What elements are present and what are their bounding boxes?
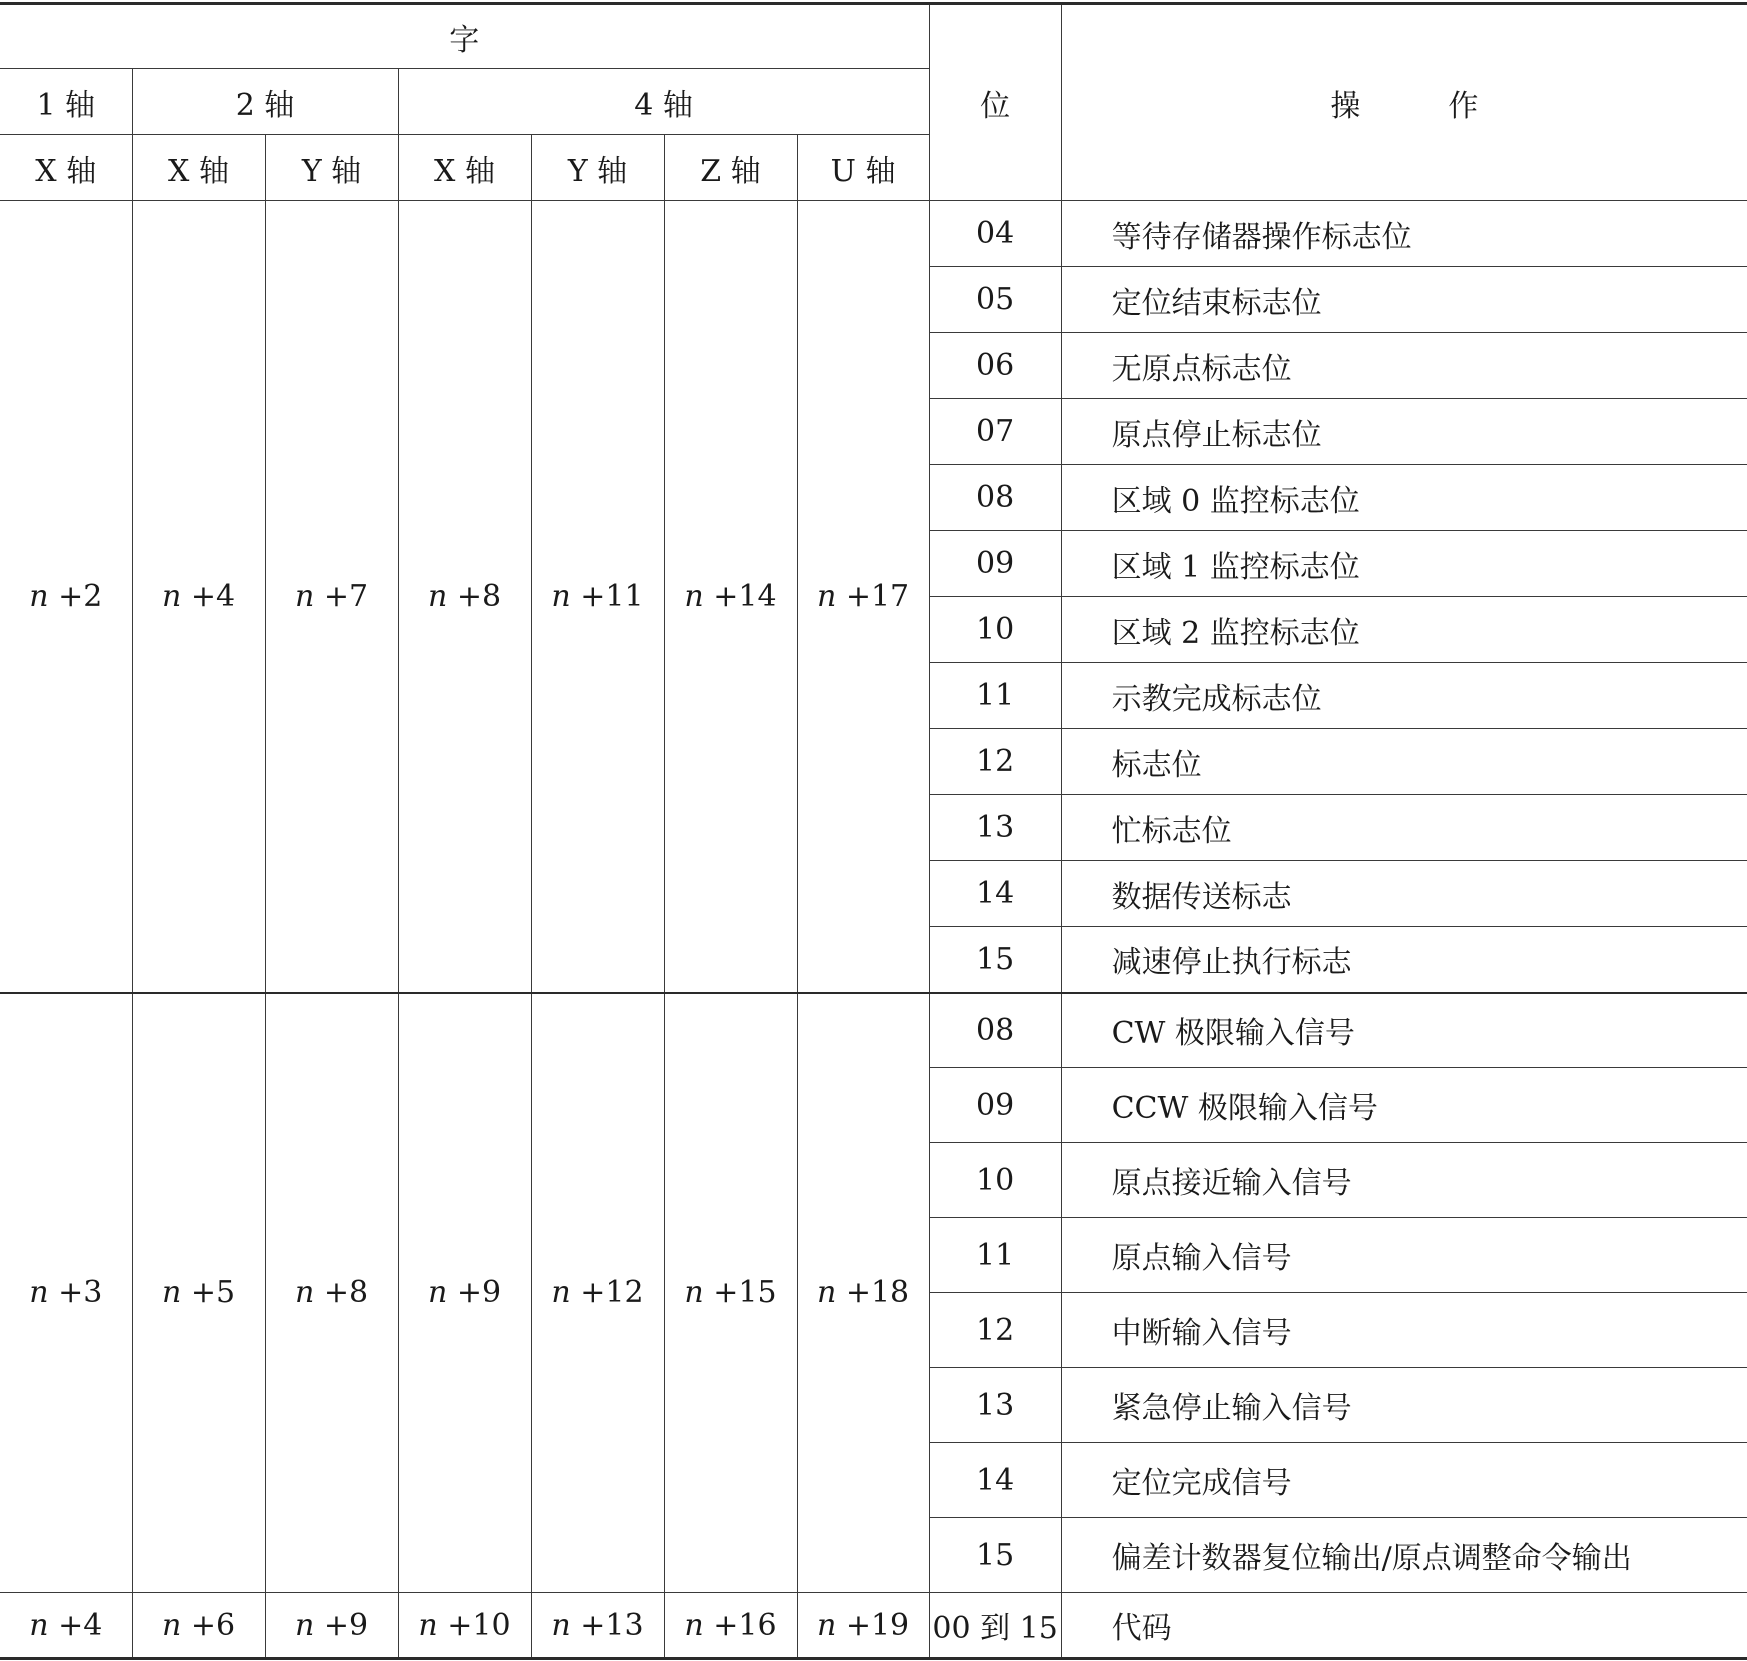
bit-cell: 11	[929, 663, 1061, 729]
word-cell: n +15	[664, 993, 797, 1593]
word-cell: n +8	[265, 993, 398, 1593]
bit-cell: 14	[929, 1443, 1061, 1518]
axis-label: X 轴	[0, 135, 132, 201]
axis-label: X 轴	[398, 135, 531, 201]
bit-cell: 08	[929, 993, 1061, 1068]
operation-cell: CW 极限输入信号	[1061, 993, 1747, 1068]
operation-cell: 偏差计数器复位输出/原点调整命令输出	[1061, 1518, 1747, 1593]
operation-cell: 原点停止标志位	[1061, 399, 1747, 465]
axis-group-1: 1 轴	[0, 69, 132, 135]
word-cell: n +11	[531, 201, 664, 993]
operation-cell: 等待存储器操作标志位	[1061, 201, 1747, 267]
word-cell: n +2	[0, 201, 132, 993]
word-cell: n +7	[265, 201, 398, 993]
word-cell: n +13	[531, 1593, 664, 1659]
axis-group-2: 2 轴	[132, 69, 398, 135]
operation-cell: 代码	[1061, 1593, 1747, 1659]
operation-cell: 减速停止执行标志	[1061, 927, 1747, 993]
word-cell: n +4	[0, 1593, 132, 1659]
bit-cell: 10	[929, 597, 1061, 663]
word-cell: n +9	[398, 993, 531, 1593]
operation-cell: 紧急停止输入信号	[1061, 1368, 1747, 1443]
bit-cell: 12	[929, 729, 1061, 795]
axis-label: Y 轴	[531, 135, 664, 201]
bit-cell: 07	[929, 399, 1061, 465]
axis-label: Y 轴	[265, 135, 398, 201]
header-bit-cell: 位	[929, 4, 1061, 201]
word-cell: n +3	[0, 993, 132, 1593]
operation-cell: 中断输入信号	[1061, 1293, 1747, 1368]
word-cell: n +9	[265, 1593, 398, 1659]
header-word-cell: 字	[0, 4, 929, 69]
bit-cell: 13	[929, 795, 1061, 861]
axis-status-register-table	[0, 2, 1747, 1660]
bit-cell: 13	[929, 1368, 1061, 1443]
bit-cell: 06	[929, 333, 1061, 399]
operation-cell: CCW 极限输入信号	[1061, 1068, 1747, 1143]
operation-cell: 原点接近输入信号	[1061, 1143, 1747, 1218]
bit-cell: 09	[929, 531, 1061, 597]
bit-cell: 05	[929, 267, 1061, 333]
word-cell: n +16	[664, 1593, 797, 1659]
operation-cell: 示教完成标志位	[1061, 663, 1747, 729]
axis-label: Z 轴	[664, 135, 797, 201]
word-cell: n +10	[398, 1593, 531, 1659]
axis-group-4: 4 轴	[398, 69, 929, 135]
operation-cell: 标志位	[1061, 729, 1747, 795]
operation-cell: 区域 0 监控标志位	[1061, 465, 1747, 531]
bit-cell: 08	[929, 465, 1061, 531]
operation-cell: 忙标志位	[1061, 795, 1747, 861]
word-cell: n +4	[132, 201, 265, 993]
bit-cell: 12	[929, 1293, 1061, 1368]
word-cell: n +14	[664, 201, 797, 993]
bit-cell: 09	[929, 1068, 1061, 1143]
bit-cell: 00 到 15	[929, 1593, 1061, 1659]
bit-cell: 15	[929, 1518, 1061, 1593]
word-cell: n +6	[132, 1593, 265, 1659]
operation-cell: 无原点标志位	[1061, 333, 1747, 399]
word-cell: n +8	[398, 201, 531, 993]
bit-cell: 10	[929, 1143, 1061, 1218]
bit-cell: 14	[929, 861, 1061, 927]
operation-cell: 数据传送标志	[1061, 861, 1747, 927]
bit-cell: 04	[929, 201, 1061, 267]
header-operation-cell	[1061, 4, 1747, 201]
operation-cell: 原点输入信号	[1061, 1218, 1747, 1293]
word-cell: n +18	[797, 993, 929, 1593]
word-cell: n +19	[797, 1593, 929, 1659]
operation-cell: 区域 1 监控标志位	[1061, 531, 1747, 597]
word-cell: n +12	[531, 993, 664, 1593]
operation-cell: 定位结束标志位	[1061, 267, 1747, 333]
axis-label: X 轴	[132, 135, 265, 201]
operation-cell: 区域 2 监控标志位	[1061, 597, 1747, 663]
header-operation-char-2: 作	[1448, 88, 1479, 124]
header-operation-char-1: 操	[1330, 88, 1361, 124]
operation-cell: 定位完成信号	[1061, 1443, 1747, 1518]
bit-cell: 15	[929, 927, 1061, 993]
axis-label: U 轴	[797, 135, 929, 201]
word-cell: n +5	[132, 993, 265, 1593]
word-cell: n +17	[797, 201, 929, 993]
bit-cell: 11	[929, 1218, 1061, 1293]
